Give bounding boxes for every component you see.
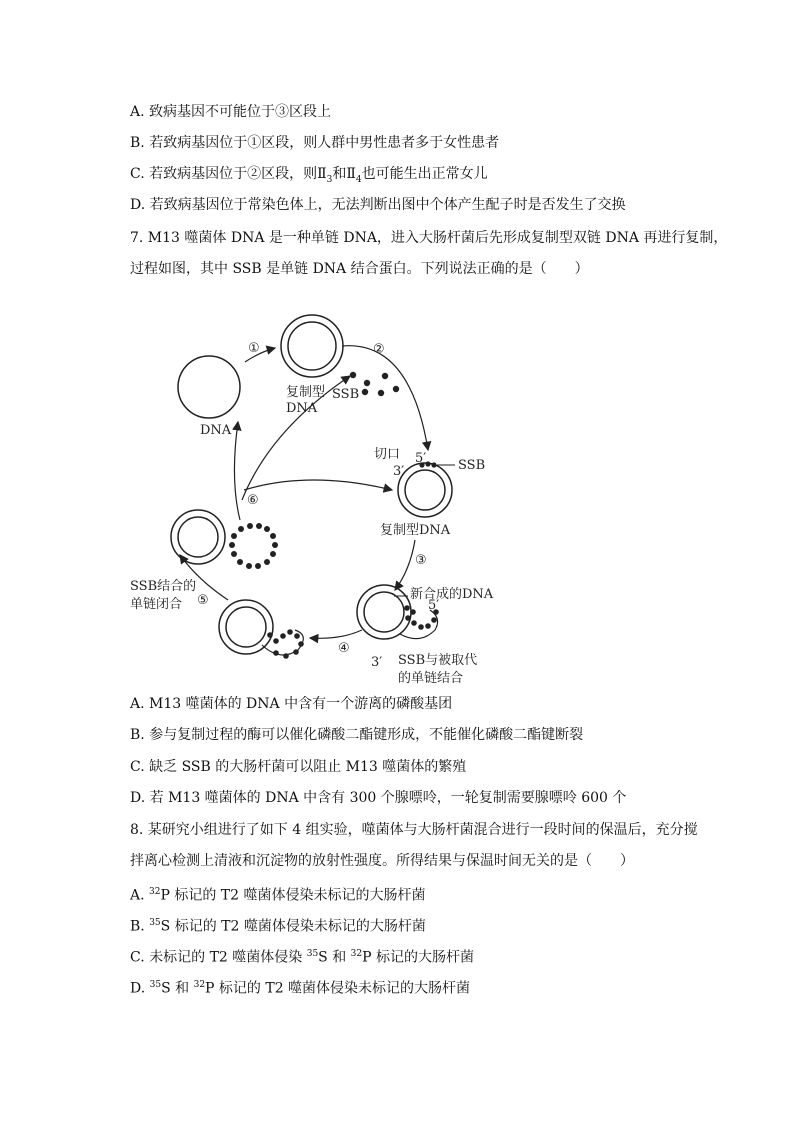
label-new: 新合成的DNA — [410, 587, 494, 602]
q6-c-mid: 和Ⅱ — [332, 166, 356, 182]
step-6-number: ⑥ — [247, 493, 259, 508]
q7-stem-line2: 过程如图，其中 SSB 是单链 DNA 结合蛋白。下列说法正确的是（ ） — [130, 261, 589, 277]
label-5p: 5′ — [415, 451, 427, 466]
q6-option-a: A. 致病基因不可能位于③区段上 — [130, 104, 332, 120]
label-3p: 3′ — [393, 464, 405, 479]
rf-dna-outer-2 — [398, 463, 452, 517]
rf-dna-inner-1 — [288, 322, 336, 370]
step-2-number: ② — [373, 342, 385, 357]
q6-option-d: D. 若致病基因位于常染色体上，无法判断出图中个体产生配子时是否发生了交换 — [130, 197, 626, 213]
label-dna: DNA — [200, 423, 232, 438]
label-rep2: 复制型DNA — [380, 523, 451, 538]
rf-dna-outer-1 — [281, 315, 343, 377]
m13-replication-diagram — [110, 300, 530, 700]
label-bind-a: SSB与被取代 — [398, 653, 478, 668]
ssb-ring-closed — [229, 523, 278, 569]
q8-c-sup2: 32 — [350, 949, 363, 959]
q7-option-d: D. 若 M13 噬菌体的 DNA 中含有 300 个腺嘌呤，一轮复制需要腺嘌呤 600 个 — [130, 790, 627, 806]
q6-c-sub1: 3 — [326, 174, 333, 185]
rf-dna-outer-3 — [357, 585, 411, 639]
q8-option-d — [130, 975, 470, 999]
q8-d-sup2: 32 — [193, 980, 206, 990]
label-ssb-top: SSB — [332, 387, 360, 402]
q6-c-post: 也可能生出正常女儿 — [361, 166, 488, 182]
displaced-strand — [400, 610, 438, 639]
q6-c-pre: C. 若致病基因位于②区段，则Ⅱ — [130, 166, 327, 182]
step-4-number: ④ — [338, 641, 350, 656]
label-rep1-a: 复制型 — [286, 385, 326, 400]
q8-c-mid: S 和 — [318, 949, 351, 966]
q6-c-sub2: 4 — [355, 174, 362, 185]
q8-d-mid: S 和 — [161, 980, 194, 997]
label-cut: 切口 — [374, 447, 401, 462]
label-3p-b: 3′ — [371, 655, 383, 670]
q7-option-a: A. M13 噬菌体的 DNA 中含有一个游离的磷酸基团 — [130, 696, 453, 712]
q8-c-post: P 标记的大肠杆菌 — [362, 949, 474, 966]
q8-option-c — [130, 944, 474, 968]
label-ssb-right: SSB — [458, 458, 486, 473]
q8-option-b — [130, 913, 426, 937]
step-5-number: ⑤ — [197, 593, 209, 608]
q8-a-sup: 32 — [149, 887, 161, 897]
ssdna-circle — [178, 356, 240, 418]
rf-dna-outer-5 — [171, 510, 225, 564]
label-rep1-b: DNA — [286, 401, 318, 416]
rf-dna-inner-3 — [364, 592, 404, 632]
q8-stem-line2: 拌离心检测上清液和沉淀物的放射性强度。所得结果与保温时间无关的是（ ） — [130, 853, 634, 869]
q8-b-sup: 35 — [149, 918, 161, 928]
arrow-step-6-to-rf2 — [244, 480, 392, 490]
q7-option-b: B. 参与复制过程的酶可以催化磷酸二酯键形成，不能催化磷酸二酯键断裂 — [130, 727, 584, 743]
q8-a-post: P 标记的 T2 噬菌体侵染未标记的大肠杆菌 — [160, 887, 426, 904]
label-close-b: 单链闭合 — [130, 597, 183, 612]
label-5p-b: 5′ — [428, 598, 440, 613]
arrow-step-4 — [310, 630, 362, 638]
arrow-step-3 — [395, 540, 415, 590]
label-bind-b: 的单链结合 — [398, 671, 464, 686]
q8-stem-line1: 8. 某研究小组进行了如下 4 组实验，噬菌体与大肠杆菌混合进行一段时间的保温后，充分搅 — [130, 822, 698, 838]
q7-option-c: C. 缺乏 SSB 的大肠杆菌可以阻止 M13 噬菌体的繁殖 — [130, 759, 467, 775]
q8-d-sup1: 35 — [149, 980, 162, 990]
step-3-number: ③ — [415, 553, 427, 568]
q8-a-pre: A. — [130, 887, 150, 904]
q8-b-pre: B. — [130, 918, 150, 935]
label-close-a: SSB结合的 — [130, 579, 197, 594]
q8-option-a — [130, 882, 425, 906]
rf-dna-inner-4 — [226, 607, 266, 647]
q6-option-c — [130, 164, 488, 190]
arrow-step-6-to-dna — [234, 422, 240, 520]
q8-b-post: S 标记的 T2 噬菌体侵染未标记的大肠杆菌 — [160, 918, 426, 935]
q8-d-post: P 标记的 T2 噬菌体侵染未标记的大肠杆菌 — [205, 980, 471, 997]
rf-dna-inner-2 — [405, 470, 445, 510]
q8-c-sup1: 35 — [306, 949, 319, 959]
rf-dna-inner-5 — [178, 517, 218, 557]
step-1-number: ① — [248, 341, 260, 356]
rf-dna-outer-4 — [219, 600, 273, 654]
q7-stem-line1: 7. M13 噬菌体 DNA 是一种单链 DNA，进入大肠杆菌后先形成复制型双链 DNA 再进行复制， — [130, 230, 728, 246]
q8-d-pre: D. — [130, 980, 150, 997]
q6-option-b: B. 若致病基因位于①区段，则人群中男性患者多于女性患者 — [130, 135, 500, 151]
q8-c-pre: C. 未标记的 T2 噬菌体侵染 — [130, 949, 307, 966]
